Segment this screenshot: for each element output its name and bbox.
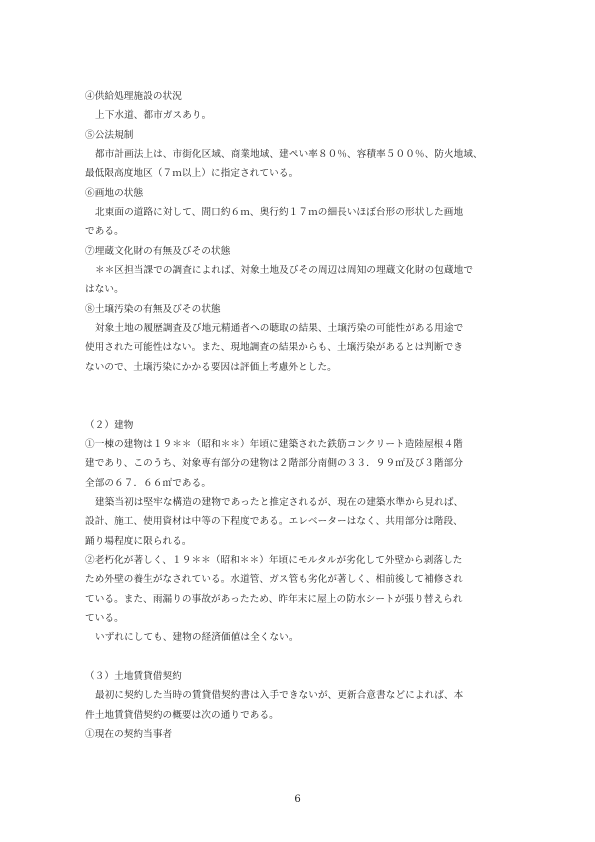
text-line: はない。 [85, 284, 124, 295]
text-line: 建であり、このうち、対象専有部分の建物は２階部分南側の３３．９９㎡及び３階部分 [85, 458, 464, 469]
text-line: 最初に契約した当時の賃貸借契約書は入手できないが、更新合意書などによれば、本 [95, 690, 464, 701]
text-line: 建築当初は堅牢な構造の建物であったと推定されるが、現在の建築水準から見れば、 [95, 497, 464, 508]
text-line: 最低限高度地区（７ｍ以上）に指定されている。 [85, 168, 299, 179]
heading-buried-cultural-property: ⑦埋蔵文化財の有無及びその状態 [85, 246, 231, 257]
text-line: 踊り場程度に限られる。 [85, 536, 192, 547]
text-line: ①一棟の建物は１９＊＊（昭和＊＊）年頃に建築された鉄筋コンクリート造陸屋根４階 [85, 439, 463, 450]
text-line: いずれにしても、建物の経済価値は全くない。 [95, 632, 299, 643]
text-line: ている。また、雨漏りの事故があったため、昨年末に屋上の防水シートが張り替えられ [85, 594, 463, 605]
text-line: 全部の６７．６６㎡である。 [85, 478, 212, 489]
text-line: ②老朽化が著しく、１９＊＊（昭和＊＊）年頃にモルタルが劣化して外壁から剥落した [85, 555, 463, 566]
page-number: 6 [294, 794, 301, 805]
heading-lot-condition: ⑥画地の状態 [85, 188, 144, 199]
text-line: ため外壁の養生がなされている。水道管、ガス管も劣化が著しく、相前後して補修され [85, 574, 463, 585]
text-line: である。 [85, 226, 124, 237]
text-line: ①現在の契約当事者 [85, 729, 173, 740]
heading-supply-facilities: ④供給処理施設の状況 [85, 91, 182, 102]
text-line: ないので、土壌汚染にかかる要因は評価上考慮外とした。 [85, 362, 337, 373]
heading-public-regulation: ⑤公法規制 [85, 130, 134, 141]
text-line: 対象土地の履歴調査及び地元精通者への聴取の結果、土壌汚染の可能性がある用途で [95, 323, 464, 334]
text-line: ＊＊区担当課での調査によれば、対象土地及びその周辺は周知の埋蔵文化財の包蔵地で [95, 265, 474, 276]
text-line: ている。 [85, 613, 124, 624]
text-line: 件土地賃貸借契約の概要は次の通りである。 [85, 710, 279, 721]
section-heading-land-lease: （３）土地賃貸借契約 [85, 671, 182, 682]
text-line: 設計、施工、使用資材は中等の下程度である。エレベーターはなく、共用部分は階段、 [85, 516, 463, 527]
text-line: 上下水道、都市ガスあり。 [95, 110, 212, 121]
section-heading-building: （２）建物 [85, 420, 134, 431]
text-line: 使用された可能性はない。また、現地調査の結果からも、土壌汚染があるとは判断でき [85, 342, 464, 353]
text-line: 都市計画法上は、市街化区域、商業地域、建ぺい率８０％、容積率５００％、防火地域、 [95, 149, 483, 160]
heading-soil-contamination: ⑧土壌汚染の有無及びその状態 [85, 304, 221, 315]
text-line: 北東面の道路に対して、間口約６ｍ、奥行約１７ｍの細長いほぼ台形の形状した画地 [95, 207, 464, 218]
